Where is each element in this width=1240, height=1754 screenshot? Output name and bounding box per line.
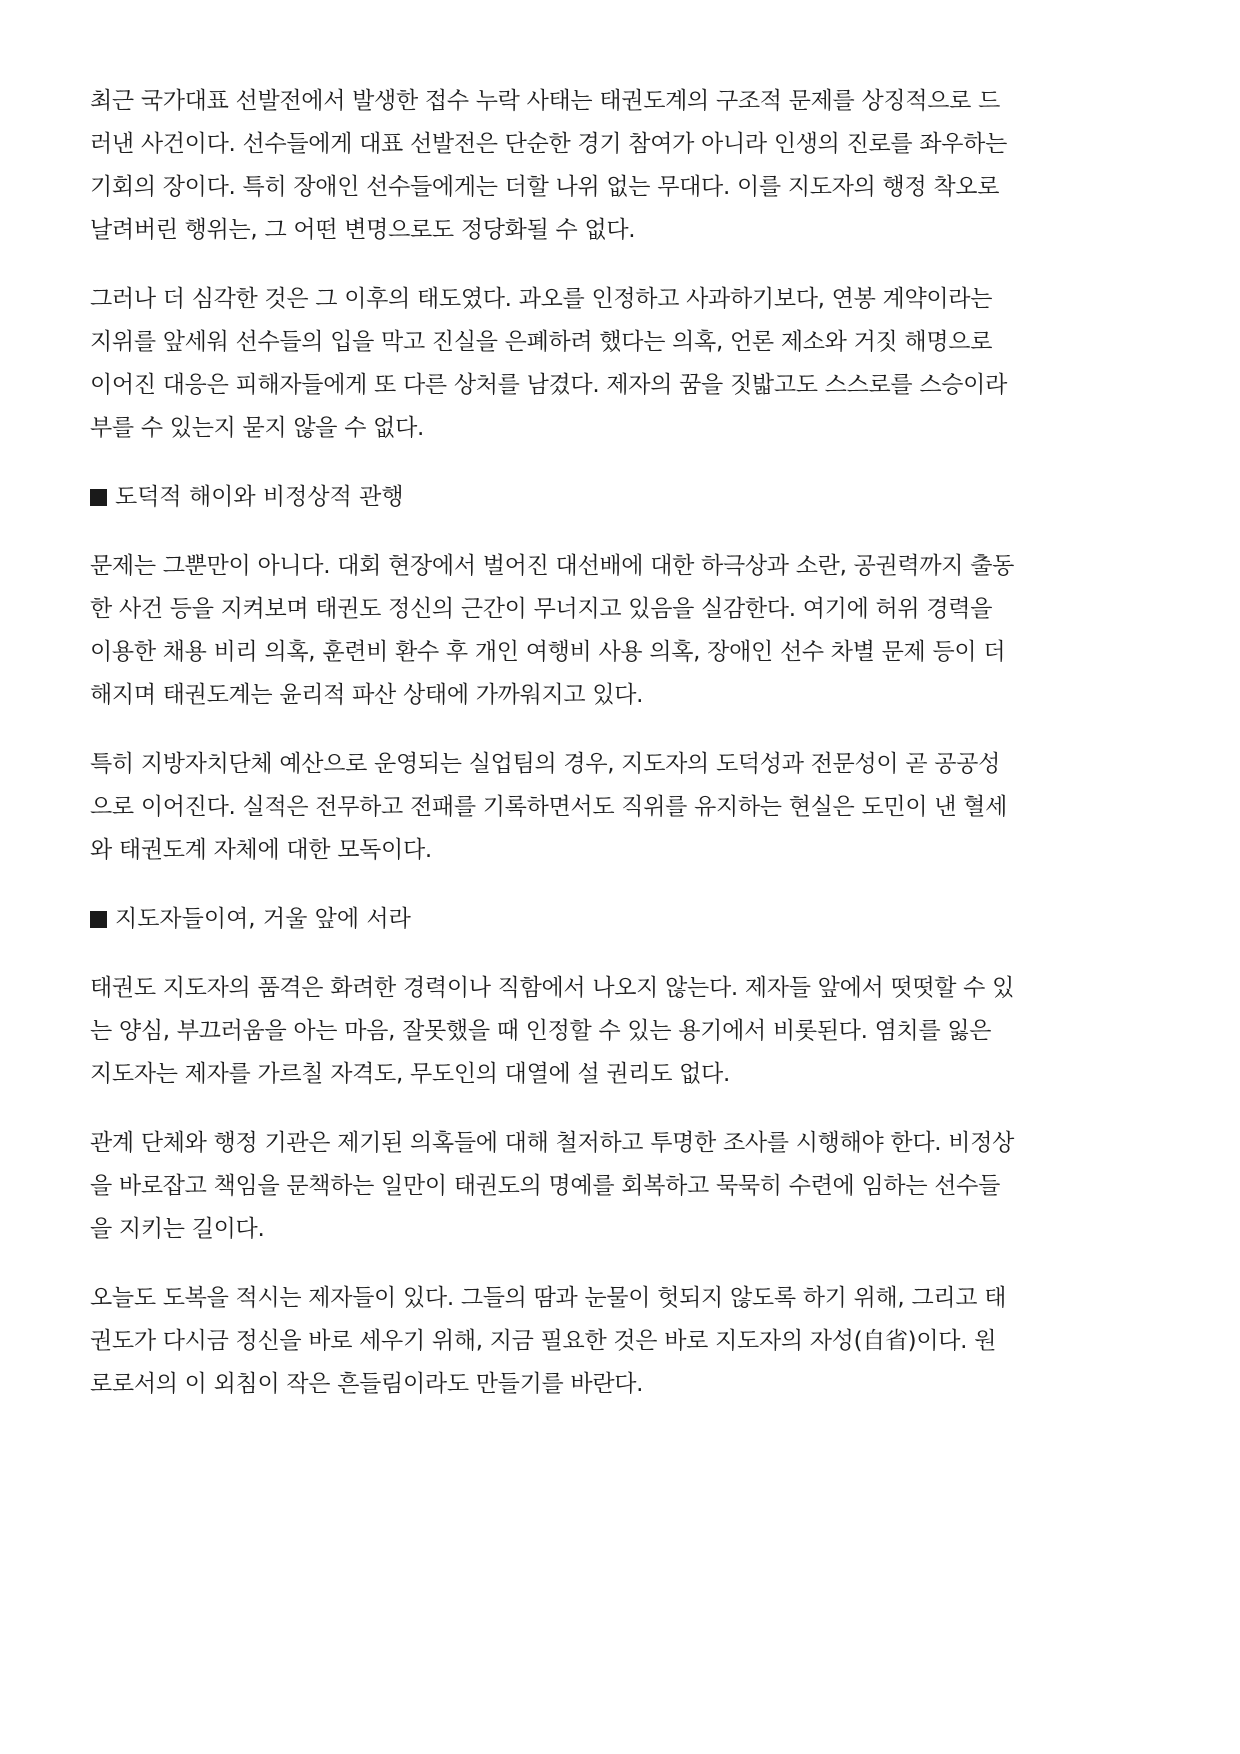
- text-line: 을 지키는 길이다.: [90, 1216, 265, 1242]
- square-bullet-icon: [90, 489, 107, 506]
- paragraph-5: [90, 967, 1150, 1096]
- paragraph-1: [90, 80, 1150, 252]
- paragraph-2: [90, 278, 1150, 450]
- text-line: 러낸 사건이다. 선수들에게 대표 선발전은 단순한 경기 참여가 아니라 인생의 진로를 좌우하는: [90, 131, 1008, 157]
- paragraph-3: [90, 545, 1150, 717]
- text-line: 문제는 그뿐만이 아니다. 대회 현장에서 벌어진 대선배에 대한 하극상과 소란, 공권력까지 출동: [90, 553, 1015, 579]
- text-line: 한 사건 등을 지켜보며 태권도 정신의 근간이 무너지고 있음을 실감한다. 여기에 허위 경력을: [90, 596, 993, 622]
- text-line: 로로서의 이 외침이 작은 흔들림이라도 만들기를 바란다.: [90, 1371, 644, 1397]
- text-line: 태권도 지도자의 품격은 화려한 경력이나 직함에서 나오지 않는다. 제자들 앞에서 떳떳할 수 있: [90, 975, 1015, 1001]
- section-heading-text: 지도자들이여, 거울 앞에 서라: [115, 906, 411, 932]
- text-line: 날려버린 행위는, 그 어떤 변명으로도 정당화될 수 없다.: [90, 217, 636, 243]
- paragraph-6: [90, 1122, 1150, 1251]
- section-heading-1: [90, 476, 1150, 519]
- text-line: 오늘도 도복을 적시는 제자들이 있다. 그들의 땀과 눈물이 헛되지 않도록 하기 위해, 그리고 태: [90, 1285, 1007, 1311]
- text-line: 특히 지방자치단체 예산으로 운영되는 실업팀의 경우, 지도자의 도덕성과 전문성이 곧 공공성: [90, 751, 1001, 777]
- text-line: 권도가 다시금 정신을 바로 세우기 위해, 지금 필요한 것은 바로 지도자의 자성(自省)이다. 원: [90, 1328, 997, 1354]
- text-line: 그러나 더 심각한 것은 그 이후의 태도였다. 과오를 인정하고 사과하기보다, 연봉 계약이라는: [90, 286, 993, 312]
- text-line: 해지며 태권도계는 윤리적 파산 상태에 가까워지고 있다.: [90, 682, 644, 708]
- text-line: 관계 단체와 행정 기관은 제기된 의혹들에 대해 철저하고 투명한 조사를 시행해야 한다. 비정상: [90, 1130, 1015, 1156]
- text-line: 기회의 장이다. 특히 장애인 선수들에게는 더할 나위 없는 무대다. 이를 지도자의 행정 착오로: [90, 174, 1000, 200]
- text-line: 지도자는 제자를 가르칠 자격도, 무도인의 대열에 설 권리도 없다.: [90, 1061, 730, 1087]
- text-line: 이용한 채용 비리 의혹, 훈련비 환수 후 개인 여행비 사용 의혹, 장애인 선수 차별 문제 등이 더: [90, 639, 1006, 665]
- text-line: 는 양심, 부끄러움을 아는 마음, 잘못했을 때 인정할 수 있는 용기에서 비롯된다. 염치를 잃은: [90, 1018, 992, 1044]
- paragraph-4: [90, 743, 1150, 872]
- text-line: 부를 수 있는지 묻지 않을 수 없다.: [90, 415, 425, 441]
- paragraph-7: [90, 1277, 1150, 1406]
- section-heading-2: [90, 898, 1150, 941]
- square-bullet-icon: [90, 911, 107, 928]
- text-line: 을 바로잡고 책임을 문책하는 일만이 태권도의 명예를 회복하고 묵묵히 수련에 임하는 선수들: [90, 1173, 1001, 1199]
- text-line: 최근 국가대표 선발전에서 발생한 접수 누락 사태는 태권도계의 구조적 문제를 상징적으로 드: [90, 88, 1001, 114]
- section-heading-text: 도덕적 해이와 비정상적 관행: [115, 484, 404, 510]
- text-line: 이어진 대응은 피해자들에게 또 다른 상처를 남겼다. 제자의 꿈을 짓밟고도 스스로를 스승이라: [90, 372, 1008, 398]
- text-line: 으로 이어진다. 실적은 전무하고 전패를 기록하면서도 직위를 유지하는 현실은 도민이 낸 혈세: [90, 794, 1008, 820]
- text-line: 지위를 앞세워 선수들의 입을 막고 진실을 은폐하려 했다는 의혹, 언론 제소와 거짓 해명으로: [90, 329, 993, 355]
- text-line: 와 태권도계 자체에 대한 모독이다.: [90, 837, 432, 863]
- article-body: [90, 80, 1150, 1432]
